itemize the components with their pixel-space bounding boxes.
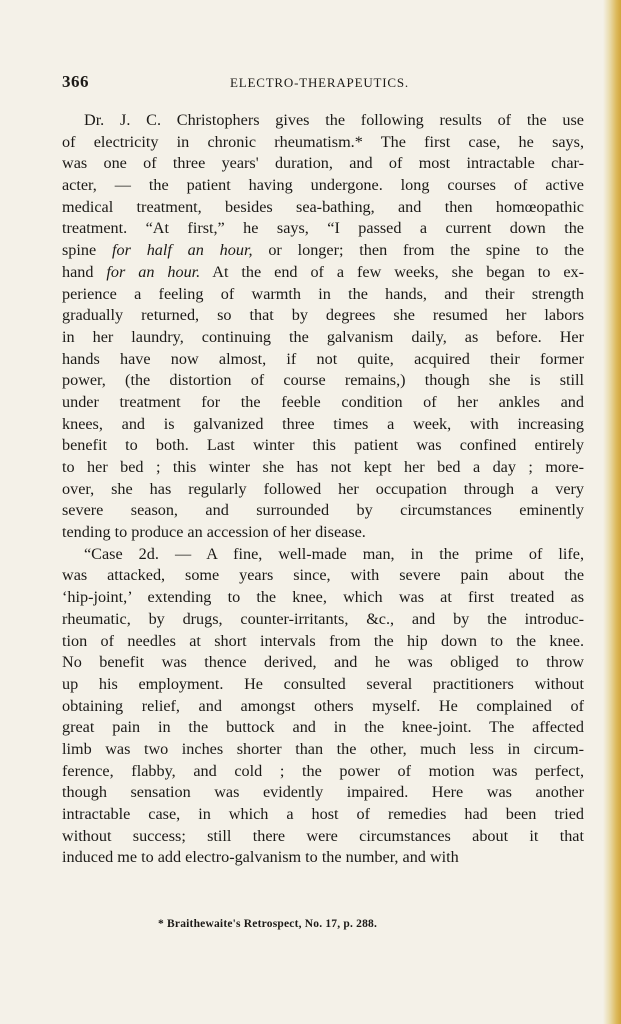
page-header [62,72,584,94]
text-line: benefit to both. Last winter this patient was confined entirely [62,436,584,455]
text-line [62,262,584,284]
text-line [62,240,584,262]
text-line: gradually returned, so that by degrees she resumed her labors [62,306,584,325]
text-line: “Case 2d. — A fine, well-made man, in the prime of life, [84,544,584,563]
text-line: to her bed ; this winter she has not kept her bed a day ; more- [62,458,584,476]
text-line: great pain in the buttock and in the knee-joint. The affected [62,718,584,737]
italic-segment: for half an hour, [111,241,253,260]
text-line: power, (the distortion of course remains,) though she is still [62,371,584,390]
text-line: tion of needles at short intervals from the hip down to the knee. [62,631,584,650]
text-line: knees, and is galvanized three times a week, with increasing [62,414,584,433]
text-line: was one of three years' duration, and of most intractable char- [62,154,584,173]
text-line: without success; still there were circumstances about it that [62,826,584,845]
text-line: under treatment for the feeble condition of her ankles and [62,392,584,411]
text-line: rheumatic, by drugs, counter-irritants, &c., and by the introduc- [62,609,584,628]
text-segment: or longer; then from the spine to the [252,241,584,260]
italic-segment: for an hour. [106,262,201,281]
page-edge [603,0,621,1024]
page-number: 366 [62,72,89,91]
text-line: induced me to add electro-galvanism to the number, and with [62,848,459,867]
text-segment: spine [62,241,112,260]
text-line: tending to produce an accession of her disease. [62,523,366,542]
text-line: intractable case, in which a host of remedies had been tried [62,805,584,823]
text-line: No benefit was thence derived, and he was obliged to throw [62,653,584,672]
text-line: ‘hip-joint,’ extending to the knee, which was at first treated as [62,588,584,607]
text-line: hands have now almost, if not quite, acquired their former [62,349,584,368]
text-line: though sensation was evidently impaired. Here was another [62,783,584,802]
text-line: medical treatment, besides sea-bathing, and then homœopathic [62,197,584,216]
text-line: acter, — the patient having undergone. long courses of active [62,176,584,195]
text-line: limb was two inches shorter than the other, much less in circum- [62,739,584,758]
body-text [62,110,584,869]
text-line: was attacked, some years since, with severe pain about the [62,566,584,585]
text-line: of electricity in chronic rheumatism.* The first case, he says, [62,132,584,151]
text-line: obtaining relief, and amongst others myself. He complained of [62,696,584,715]
running-head: ELECTRO-THERAPEUTICS. [230,75,409,90]
footnote: * Braithewaite's Retrospect, No. 17, p. 288. [158,918,378,930]
text-line: over, she has regularly followed her occupation through a very [62,479,584,498]
text-line: ference, flabby, and cold ; the power of motion was perfect, [62,761,584,780]
text-line: treatment. “At first,” he says, “I passed a current down the [62,219,584,238]
text-segment: hand [62,262,107,281]
text-line: up his employment. He consulted several practitioners without [62,674,584,693]
text-segment: At the end of a few weeks, she began to ex- [200,262,584,281]
text-line: in her laundry, continuing the galvanism daily, as before. Her [62,327,584,346]
text-line: severe season, and surrounded by circumstances eminently [62,501,584,520]
text-line: perience a feeling of warmth in the hands, and their strength [62,284,584,303]
text-line: Dr. J. C. Christophers gives the following results of the use [84,111,584,129]
